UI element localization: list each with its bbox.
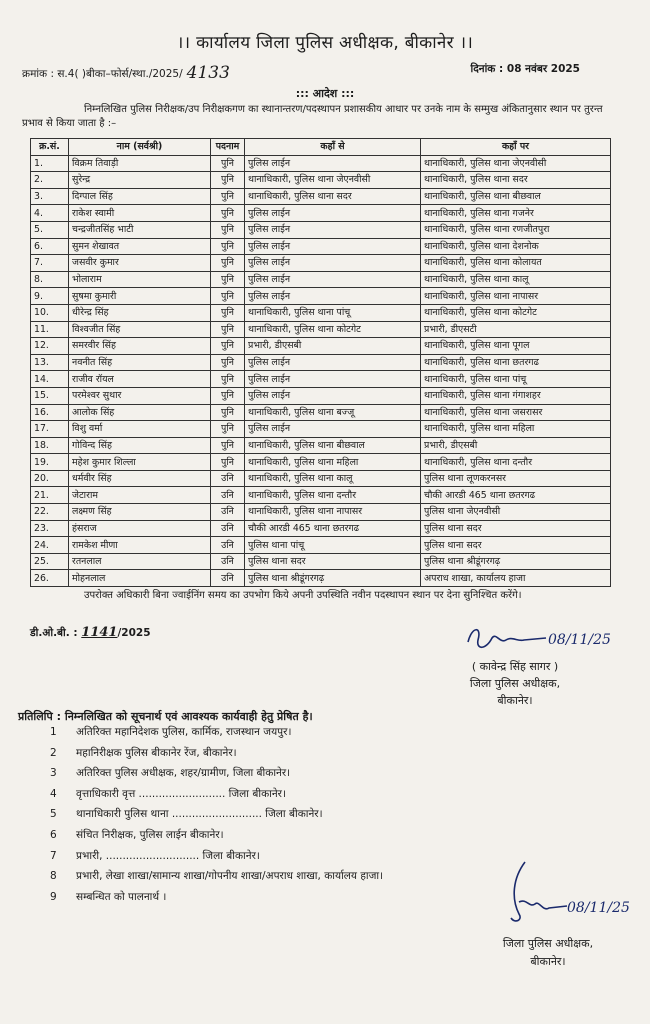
- header-from: कहाँ से: [245, 139, 421, 156]
- cell-name: जसवीर कुमार: [69, 255, 211, 272]
- cell-from: थानाधिकारी, पुलिस थाना नापासर: [245, 504, 421, 521]
- cell-serial: 13.: [31, 354, 69, 371]
- cell-designation: पुनि: [211, 188, 245, 205]
- copy-list-item: [50, 804, 383, 825]
- cell-name: परमेश्वर सुथार: [69, 387, 211, 404]
- cell-to: थानाधिकारी, पुलिस थाना कोटगेट: [421, 304, 611, 321]
- copy-item-text: सम्बन्धित को पालनार्थ ।: [76, 890, 167, 903]
- table-row: [31, 504, 611, 521]
- cell-to: पुलिस थाना सदर: [421, 537, 611, 554]
- cell-designation: पुनि: [211, 155, 245, 172]
- cell-to: अपराध शाखा, कार्यालय हाजा: [421, 570, 611, 587]
- cell-to: थानाधिकारी, पुलिस थाना कालू: [421, 271, 611, 288]
- reference-label: क्रमांक : स.4( )बीका–फोर्स/स्था./2025/: [22, 68, 183, 80]
- copy-list-item: [50, 866, 383, 887]
- copy-item-text: थानाधिकारी पुलिस थाना ........................... जिला बीकानेर।: [76, 808, 323, 821]
- cell-serial: 18.: [31, 437, 69, 454]
- copy-item-text: प्रभारी, लेखा शाखा/सामान्य शाखा/गोपनीय शाखा/अपराध शाखा, कार्यालय हाजा।: [76, 870, 384, 883]
- cell-designation: पुनि: [211, 371, 245, 388]
- cell-to: थानाधिकारी, पुलिस थाना नापासर: [421, 288, 611, 305]
- table-header-row: [31, 139, 611, 156]
- signature-date: 08/11/25: [548, 632, 611, 648]
- cell-from: पुलिस थाना सदर: [245, 553, 421, 570]
- cell-serial: 26.: [31, 570, 69, 587]
- copy-item-number: 9: [50, 890, 57, 903]
- cell-to: थानाधिकारी, पुलिस थाना सदर: [421, 172, 611, 189]
- table-row: [31, 470, 611, 487]
- cell-serial: 16.: [31, 404, 69, 421]
- signatory2-designation: जिला पुलिस अधीक्षक,: [502, 937, 594, 950]
- table-row: [31, 371, 611, 388]
- cell-serial: 6.: [31, 238, 69, 255]
- cell-serial: 8.: [31, 271, 69, 288]
- dob-handwritten-number: 1141: [81, 625, 118, 640]
- table-row: [31, 404, 611, 421]
- cell-designation: उनि: [211, 553, 245, 570]
- cell-designation: पुनि: [211, 354, 245, 371]
- cell-from: पुलिस लाईन: [245, 354, 421, 371]
- table-row: [31, 570, 611, 587]
- table-row: [31, 188, 611, 205]
- cell-serial: 3.: [31, 188, 69, 205]
- copy-list-item: [50, 763, 383, 784]
- signature-date-2: 08/11/25: [567, 900, 630, 916]
- cell-from: पुलिस लाईन: [245, 288, 421, 305]
- cell-designation: पुनि: [211, 338, 245, 355]
- copy-item-number: 4: [50, 787, 57, 800]
- cell-serial: 11.: [31, 321, 69, 338]
- cell-name: जेटाराम: [69, 487, 211, 504]
- copy-list-item: [50, 887, 383, 908]
- cell-name: आलोक सिंह: [69, 404, 211, 421]
- copy-list-item: [50, 784, 383, 805]
- table-row: [31, 437, 611, 454]
- copy-list: [50, 722, 383, 907]
- cell-to: थानाधिकारी, पुलिस थाना पूगल: [421, 338, 611, 355]
- cell-from: थानाधिकारी, पुलिस थाना जेएनवीसी: [245, 172, 421, 189]
- table-row: [31, 155, 611, 172]
- cell-serial: 25.: [31, 553, 69, 570]
- dob-label: डी.ओ.बी. :: [30, 627, 78, 639]
- cell-designation: पुनि: [211, 321, 245, 338]
- cell-serial: 17.: [31, 421, 69, 438]
- cell-serial: 5.: [31, 221, 69, 238]
- table-row: [31, 354, 611, 371]
- cell-designation: उनि: [211, 570, 245, 587]
- cell-designation: पुनि: [211, 304, 245, 321]
- cell-name: धीरेन्द्र सिंह: [69, 304, 211, 321]
- cell-from: पुलिस लाईन: [245, 387, 421, 404]
- cell-from: पुलिस लाईन: [245, 155, 421, 172]
- cell-serial: 4.: [31, 205, 69, 222]
- cell-name: लक्ष्मण सिंह: [69, 504, 211, 521]
- table-row: [31, 205, 611, 222]
- cell-from: थानाधिकारी, पुलिस थाना सदर: [245, 188, 421, 205]
- table-row: [31, 338, 611, 355]
- cell-name: भोलाराम: [69, 271, 211, 288]
- cell-designation: पुनि: [211, 172, 245, 189]
- cell-designation: उनि: [211, 504, 245, 521]
- cell-designation: उनि: [211, 487, 245, 504]
- cell-name: नवनीत सिंह: [69, 354, 211, 371]
- cell-to: पुलिस थाना सदर: [421, 520, 611, 537]
- table-row: [31, 321, 611, 338]
- order-date: दिनांक : 08 नवंबर 2025: [470, 63, 580, 75]
- cell-serial: 10.: [31, 304, 69, 321]
- table-row: [31, 238, 611, 255]
- cell-name: राजीव रॉयल: [69, 371, 211, 388]
- transfer-table: [30, 138, 611, 587]
- copy-item-text: अतिरिक्त पुलिस अधीक्षक, शहर/ग्रामीण, जिला बीकानेर।: [76, 767, 291, 780]
- closing-instruction: उपरोक्त अधिकारी बिना ज्वाईनिंग समय का उपभोग किये अपनी उपस्थिति नवीन पदस्थापन स्थान पर देना सुनिश्चित करेंगे।: [84, 590, 522, 601]
- header-designation: पदनाम: [211, 139, 245, 156]
- signature-icon: [462, 620, 612, 660]
- dob-number: [30, 625, 151, 640]
- dob-year: /2025: [117, 627, 151, 639]
- copy-list-item: [50, 846, 383, 867]
- cell-to: प्रभारी, डीएसबी: [421, 437, 611, 454]
- cell-to: थानाधिकारी, पुलिस थाना पांचू: [421, 371, 611, 388]
- office-title: ।। कार्यालय जिला पुलिस अधीक्षक, बीकानेर ।।: [176, 33, 474, 53]
- cell-from: पुलिस लाईन: [245, 238, 421, 255]
- cell-name: हंसराज: [69, 520, 211, 537]
- cell-name: रामकेश मीणा: [69, 537, 211, 554]
- cell-designation: पुनि: [211, 271, 245, 288]
- cell-from: पुलिस लाईन: [245, 421, 421, 438]
- cell-name: विशु वर्मा: [69, 421, 211, 438]
- cell-serial: 24.: [31, 537, 69, 554]
- cell-to: थानाधिकारी, पुलिस थाना दन्तौर: [421, 454, 611, 471]
- table-row: [31, 421, 611, 438]
- cell-designation: उनि: [211, 470, 245, 487]
- cell-to: थानाधिकारी, पुलिस थाना जसरासर: [421, 404, 611, 421]
- copy-item-number: 8: [50, 870, 57, 883]
- copy-list-item: [50, 825, 383, 846]
- cell-to: थानाधिकारी, पुलिस थाना गंगाशहर: [421, 387, 611, 404]
- transfer-table-body: [31, 155, 611, 586]
- copy-list-item: [50, 722, 383, 743]
- cell-to: थानाधिकारी, पुलिस थाना जेएनवीसी: [421, 155, 611, 172]
- order-heading: ::: आदेश :::: [295, 87, 355, 100]
- cell-from: पुलिस लाईन: [245, 271, 421, 288]
- cell-serial: 22.: [31, 504, 69, 521]
- cell-from: पुलिस लाईन: [245, 205, 421, 222]
- cell-to: पुलिस थाना जेएनवीसी: [421, 504, 611, 521]
- table-row: [31, 304, 611, 321]
- cell-from: थानाधिकारी, पुलिस थाना पांचू: [245, 304, 421, 321]
- copy-item-number: 5: [50, 808, 57, 821]
- table-row: [31, 288, 611, 305]
- cell-designation: पुनि: [211, 288, 245, 305]
- copy-item-text: अतिरिक्त महानिदेशक पुलिस, कार्मिक, राजस्थान जयपुर।: [76, 726, 292, 738]
- signatory-block: [440, 658, 590, 709]
- reference-number: [22, 62, 230, 82]
- cell-to: चौकी आरडी 465 थाना छतरगढ: [421, 487, 611, 504]
- cell-name: चन्द्रजीतसिंह भाटी: [69, 221, 211, 238]
- cell-name: सुमन शेखावत: [69, 238, 211, 255]
- signatory-name: ( कावेन्द्र सिंह सागर ): [471, 660, 559, 673]
- cell-to: पुलिस थाना श्रीडूंगरगढ़: [421, 553, 611, 570]
- cell-from: थानाधिकारी, पुलिस थाना महिला: [245, 454, 421, 471]
- copy-item-number: 7: [50, 849, 57, 862]
- cell-serial: 12.: [31, 338, 69, 355]
- cell-to: थानाधिकारी, पुलिस थाना गजनेर: [421, 205, 611, 222]
- signatory2-place: बीकानेर।: [530, 955, 566, 968]
- table-row: [31, 537, 611, 554]
- cell-name: मोहनलाल: [69, 570, 211, 587]
- cell-from: पुलिस लाईन: [245, 221, 421, 238]
- signatory-designation: जिला पुलिस अधीक्षक,: [469, 677, 561, 690]
- cell-designation: पुनि: [211, 221, 245, 238]
- cell-to: पुलिस थाना लूणकरनसर: [421, 470, 611, 487]
- cell-to: थानाधिकारी, पुलिस थाना छतरगढ: [421, 354, 611, 371]
- cell-designation: उनि: [211, 520, 245, 537]
- cell-name: गोविन्द सिंह: [69, 437, 211, 454]
- order-intro: निम्नलिखित पुलिस निरीक्षक/उप निरीक्षकगण का स्थानान्तरण/पदस्थापन प्रशासकीय आधार पर उनके नाम के सम्मुख अंकितानुसार स्थान पर तुरन्त प्रभाव से किया जाता है :–: [22, 104, 603, 129]
- table-row: [31, 387, 611, 404]
- header-serial: क्र.सं.: [31, 139, 69, 156]
- table-row: [31, 520, 611, 537]
- copy-item-text: प्रभारी, ............................ जिला बीकानेर।: [76, 849, 260, 862]
- signature-icon-2: [505, 858, 640, 928]
- cell-designation: पुनि: [211, 404, 245, 421]
- cell-designation: पुनि: [211, 387, 245, 404]
- table-row: [31, 487, 611, 504]
- table-row: [31, 553, 611, 570]
- cell-from: चौकी आरडी 465 थाना छतरगढ: [245, 520, 421, 537]
- copy-item-number: 3: [50, 767, 57, 780]
- cell-designation: पुनि: [211, 255, 245, 272]
- copy-item-number: 6: [50, 828, 57, 841]
- signatory-block-2: [478, 935, 618, 971]
- cell-to: थानाधिकारी, पुलिस थाना देशनोक: [421, 238, 611, 255]
- copy-item-number: 2: [50, 746, 57, 759]
- cell-serial: 2.: [31, 172, 69, 189]
- header-to: कहाँ पर: [421, 139, 611, 156]
- table-row: [31, 255, 611, 272]
- cell-from: थानाधिकारी, पुलिस थाना बज्जू: [245, 404, 421, 421]
- cell-name: सुरेन्द्र: [69, 172, 211, 189]
- cell-from: थानाधिकारी, पुलिस थाना दन्तौर: [245, 487, 421, 504]
- cell-name: दिग्पाल सिंह: [69, 188, 211, 205]
- cell-from: पुलिस थाना पांचू: [245, 537, 421, 554]
- cell-designation: पुनि: [211, 421, 245, 438]
- cell-serial: 9.: [31, 288, 69, 305]
- cell-to: थानाधिकारी, पुलिस थाना रणजीतपुरा: [421, 221, 611, 238]
- cell-from: थानाधिकारी, पुलिस थाना कोटगेट: [245, 321, 421, 338]
- cell-serial: 20.: [31, 470, 69, 487]
- cell-to: थानाधिकारी, पुलिस थाना बीछवाल: [421, 188, 611, 205]
- table-row: [31, 221, 611, 238]
- copy-item-text: वृत्ताधिकारी वृत्त .......................... जिला बीकानेर।: [76, 787, 286, 800]
- cell-designation: पुनि: [211, 437, 245, 454]
- cell-to: प्रभारी, डीएसटी: [421, 321, 611, 338]
- cell-serial: 21.: [31, 487, 69, 504]
- cell-serial: 14.: [31, 371, 69, 388]
- cell-name: राकेश स्वामी: [69, 205, 211, 222]
- cell-designation: उनि: [211, 537, 245, 554]
- copy-item-number: 1: [50, 726, 57, 738]
- cell-serial: 19.: [31, 454, 69, 471]
- cell-serial: 23.: [31, 520, 69, 537]
- table-row: [31, 172, 611, 189]
- cell-serial: 7.: [31, 255, 69, 272]
- cell-designation: पुनि: [211, 238, 245, 255]
- cell-from: पुलिस थाना श्रीडूंगरगढ़: [245, 570, 421, 587]
- cell-from: पुलिस लाईन: [245, 255, 421, 272]
- table-row: [31, 271, 611, 288]
- cell-name: विक्रम तिवाड़ी: [69, 155, 211, 172]
- cell-from: प्रभारी, डीएसबी: [245, 338, 421, 355]
- table-row: [31, 454, 611, 471]
- copy-item-text: संचित निरीक्षक, पुलिस लाईन बीकानेर।: [76, 828, 224, 841]
- cell-name: धर्मवीर सिंह: [69, 470, 211, 487]
- cell-name: विश्वजीत सिंह: [69, 321, 211, 338]
- cell-serial: 15.: [31, 387, 69, 404]
- signatory-place: बीकानेर।: [497, 694, 533, 707]
- cell-name: समरवीर सिंह: [69, 338, 211, 355]
- cell-designation: पुनि: [211, 205, 245, 222]
- header-name: नाम (सर्वश्री): [69, 139, 211, 156]
- copy-item-text: महानिरीक्षक पुलिस बीकानेर रेंज, बीकानेर।: [76, 746, 237, 759]
- handwritten-ref-number: 4133: [186, 63, 230, 83]
- cell-to: थानाधिकारी, पुलिस थाना कोलायत: [421, 255, 611, 272]
- copy-list-item: [50, 743, 383, 764]
- cell-from: थानाधिकारी, पुलिस थाना बीछवाल: [245, 437, 421, 454]
- cell-name: रतनलाल: [69, 553, 211, 570]
- cell-from: पुलिस लाईन: [245, 371, 421, 388]
- copy-heading: प्रतिलिपि : निम्नलिखित को सूचनार्थ एवं आवश्यक कार्यवाही हेतु प्रेषित है।: [18, 710, 313, 723]
- cell-to: थानाधिकारी, पुलिस थाना महिला: [421, 421, 611, 438]
- cell-serial: 1.: [31, 155, 69, 172]
- cell-name: सुषमा कुमारी: [69, 288, 211, 305]
- cell-designation: पुनि: [211, 454, 245, 471]
- cell-name: महेश कुमार शिल्ला: [69, 454, 211, 471]
- cell-from: थानाधिकारी, पुलिस थाना कालू: [245, 470, 421, 487]
